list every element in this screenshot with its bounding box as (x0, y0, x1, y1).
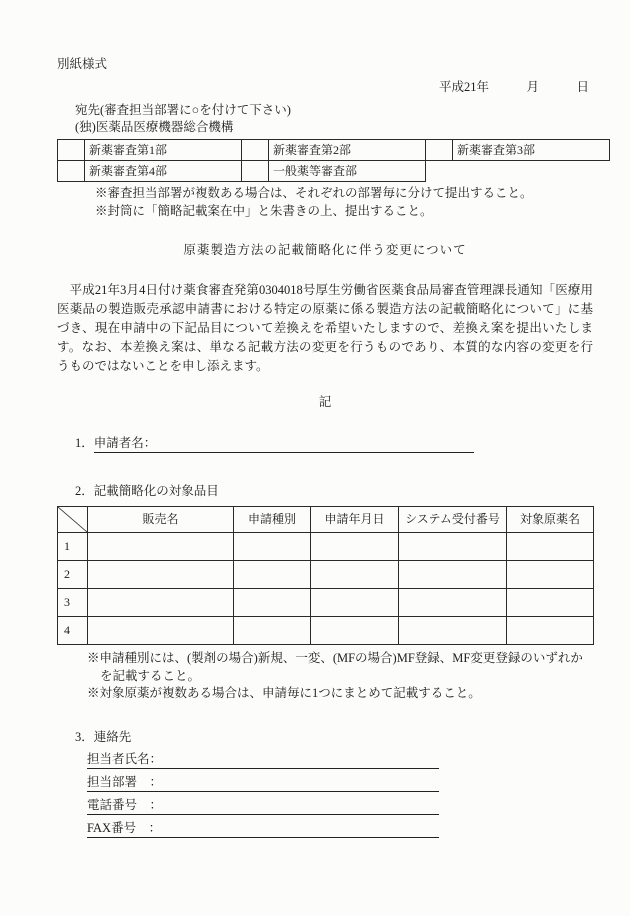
table-header-row (58, 507, 594, 533)
empty-cell (234, 617, 311, 645)
circle-mark-cell (426, 140, 453, 161)
recipient-note: 宛先(審査担当部署に○を付けて下さい) (75, 103, 291, 117)
empty-cell (507, 589, 594, 617)
notes-bottom (57, 650, 593, 703)
contact-line (87, 797, 593, 815)
department-cell: 新薬審査第2部 (269, 140, 426, 161)
table-row (58, 140, 610, 161)
empty-cell (311, 533, 399, 561)
note-line: ※対象原薬が複数ある場合は、申請毎に1つにまとめて記載すること。 (87, 686, 481, 700)
empty-cell (311, 617, 399, 645)
empty-cell (507, 561, 594, 589)
column-header: システム受付番号 (399, 507, 507, 533)
note-line: ※審査担当部署が複数ある場合は、それぞれの部署毎に分けて提出すること。 (95, 186, 533, 200)
circle-mark-cell (58, 140, 85, 161)
diagonal-header-cell (58, 507, 88, 533)
empty-cell (399, 561, 507, 589)
empty-cell (507, 617, 594, 645)
section-2-heading: 2．記載簡略化の対象品目 (75, 484, 219, 498)
contact-line (87, 751, 593, 769)
empty-cell (399, 617, 507, 645)
row-number-cell: 1 (58, 533, 88, 561)
applicant-name-blank: 申請者名： (94, 435, 474, 453)
table-row (58, 161, 610, 182)
item-number: 1． (75, 436, 94, 450)
notes-top (57, 185, 593, 220)
row-number-cell: 4 (58, 617, 88, 645)
department-cell: 一般薬等審査部 (269, 161, 426, 182)
ki-marker: 記 (318, 395, 332, 409)
table-row (58, 561, 594, 589)
section-3-heading: 3．連絡先 (75, 729, 132, 744)
table-row (58, 533, 594, 561)
recipient-org: (独)医薬品医療機器総合機構 (75, 120, 234, 134)
table-row (58, 589, 594, 617)
empty-cell (88, 617, 234, 645)
row-number-cell: 2 (58, 561, 88, 589)
empty-cell (88, 561, 234, 589)
empty-cell (88, 533, 234, 561)
department-table (57, 139, 610, 182)
department-cell: 新薬審査第4部 (85, 161, 242, 182)
empty-cell (426, 161, 453, 182)
applicant-line (57, 435, 593, 453)
empty-cell (88, 589, 234, 617)
empty-cell (311, 561, 399, 589)
contact-line (87, 774, 593, 792)
body-paragraph: 平成21年3月4日付け薬食審査発第0304018号厚生労働省医薬食品局審査管理課長通知「医療用医薬品の製造販売承認申請書における特定の原薬に係る製造方法の記載簡略化について」に基づき、現在申請中の下記品目について差換えを希望いたしますので、差換え案を提出いたします。なお、本差換え案は、単なる記載方法の変更を行うものであり、本質的な内容の変更を行うものではないことを申し添えます。 (57, 283, 593, 373)
column-header: 申請年月日 (311, 507, 399, 533)
note-line: ※申請種別には、(製剤の場合)新規、一変、(MFの場合)MF登録、MF変更登録のいずれかを記載すること。 (87, 651, 583, 683)
column-header: 対象原薬名 (507, 507, 594, 533)
diagonal-line (58, 507, 87, 532)
contact-name-blank: 担当者氏名： (87, 751, 439, 769)
column-header: 販売名 (88, 507, 234, 533)
date-line: 平成21年 月 日 (438, 80, 589, 94)
department-cell: 新薬審査第1部 (85, 140, 242, 161)
contact-list (57, 751, 593, 838)
circle-mark-cell (242, 161, 269, 182)
empty-cell (507, 533, 594, 561)
empty-cell (234, 561, 311, 589)
contact-line (87, 820, 593, 838)
circle-mark-cell (58, 161, 85, 182)
empty-cell (234, 589, 311, 617)
empty-cell (311, 589, 399, 617)
empty-cell (234, 533, 311, 561)
department-cell: 新薬審査第3部 (453, 140, 610, 161)
column-header: 申請種別 (234, 507, 311, 533)
empty-cell (399, 589, 507, 617)
note-line: ※封筒に「簡略記載案在中」と朱書きの上、提出すること。 (95, 203, 433, 218)
contact-phone-blank: 電話番号 ： (87, 797, 439, 815)
empty-cell (453, 161, 610, 182)
contact-dept-blank: 担当部署 ： (87, 774, 439, 792)
circle-mark-cell (242, 140, 269, 161)
items-table (57, 506, 594, 645)
table-row (58, 617, 594, 645)
document-title: 原薬製造方法の記載簡略化に伴う変更について (183, 243, 467, 257)
contact-fax-blank: FAX番号 ： (87, 820, 439, 838)
corner-label: 別紙様式 (57, 57, 108, 71)
empty-cell (399, 533, 507, 561)
row-number-cell: 3 (58, 589, 88, 617)
